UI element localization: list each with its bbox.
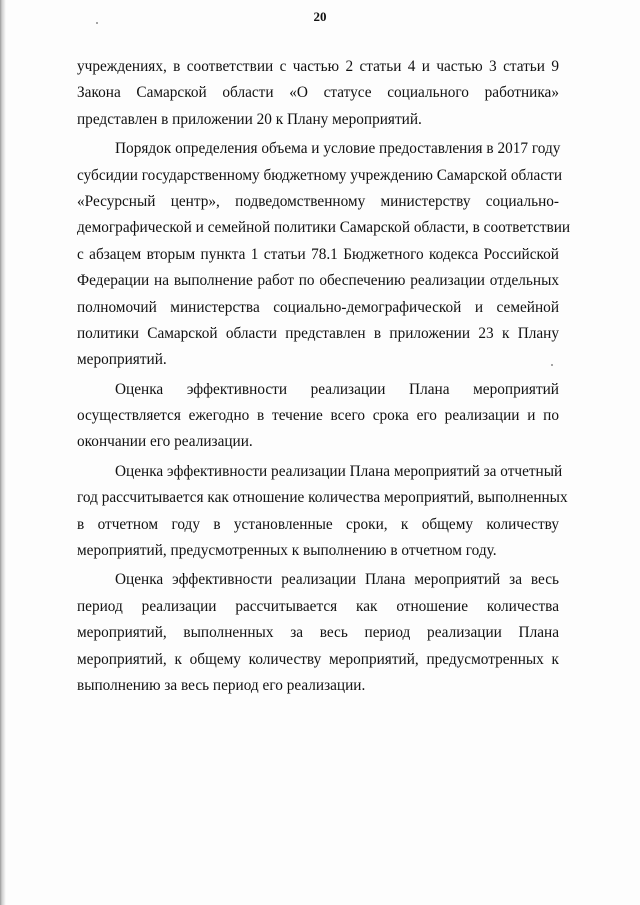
paragraph [77,136,571,374]
text-line: Оценка эффективности реализации Плана мероприятий [115,380,559,398]
document-body [77,54,571,702]
text-line: «Ресурсный центр», подведомственному министерству социально- [77,192,559,210]
text-line: с абзацем вторым пункта 1 статьи 78.1 Бюджетного кодекса Российской [77,245,559,263]
text-line: мероприятий, выполненных за весь период реализации Плана [77,624,559,642]
text-line: выполнению за весь период его реализации. [77,676,366,694]
text-line: окончании его реализации. [77,433,253,451]
text-line: субсидии государственному бюджетному учреждению Самарской области [77,166,563,184]
text-line: период реализации рассчитывается как отношение количества [77,597,559,615]
text-line: осуществляется ежегодно в течение всего срока его реализации и по [77,407,559,425]
text-line: мероприятий, предусмотренных к выполнению в отчетном году. [77,542,497,560]
text-line: год рассчитывается как отношение количества мероприятий, выполненных [77,489,568,507]
scan-edge-shadow [0,0,6,905]
text-line: мероприятий. [77,351,167,369]
paragraph [77,54,559,133]
text-line: представлен в приложении 20 к Плану мероприятий. [77,110,422,128]
text-line: демографической и семейной политики Самарской области, в соответствии [77,219,571,237]
text-line: учреждениях, в соответствии с частью 2 статьи 4 и частью 3 статьи 9 [77,58,559,75]
paragraph [77,377,559,456]
paragraph [77,459,568,565]
text-line: Федерации на выполнение работ по обеспечению реализации отдельных [77,272,559,290]
text-line: полномочий министерства социально-демографической и семейной [77,298,559,316]
text-line: Закона Самарской области «О статусе социального работника» [77,84,559,102]
text-line: в отчетном году в установленные сроки, к общему количеству [77,515,559,533]
text-line: мероприятий, к общему количеству мероприятий, предусмотренных к [77,650,559,668]
text-line: Порядок определения объема и условие предоставления в 2017 году [115,140,561,158]
text-line: Оценка эффективности реализации Плана мероприятий за отчетный [115,462,563,480]
paragraph [77,567,559,699]
page-number: 20 [313,9,327,24]
text-line: Оценка эффективности реализации Плана мероприятий за весь [115,571,559,589]
text-line: политики Самарской области представлен в приложении 23 к Плану [77,324,559,342]
